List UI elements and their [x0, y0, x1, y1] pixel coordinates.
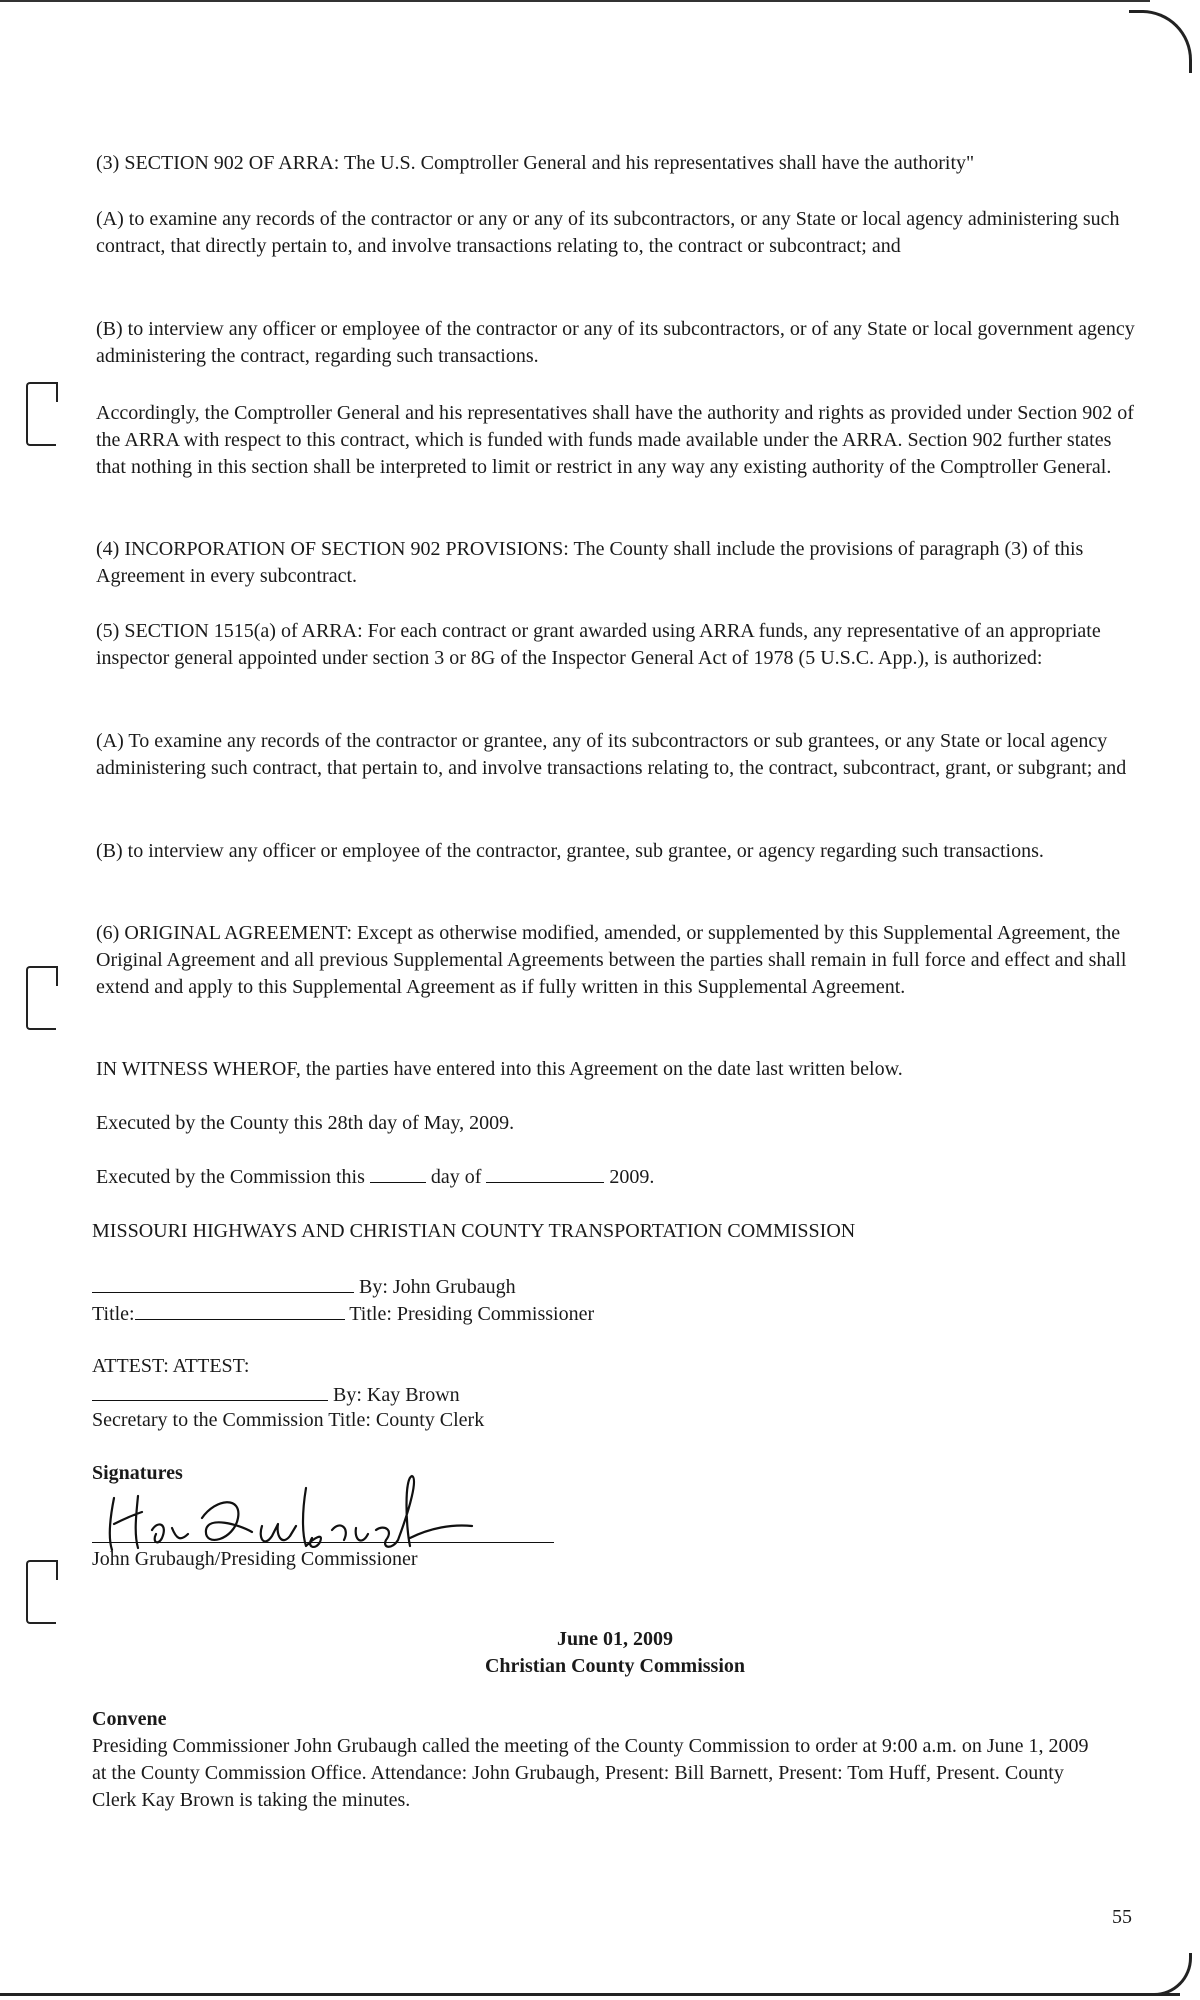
- paragraph-902-b: (B) to interview any officer or employee of the contractor or any of its subcontractors, or of any State or local government agency administering the contract, regarding such transactions.: [96, 318, 1135, 367]
- title-presiding-commissioner: Title: Presiding Commissioner: [349, 1303, 595, 1325]
- paragraph-902-a: (A) to examine any records of the contractor or any or any of its subcontractors, or any State or local agency administering such contract, that directly pertain to, and involve transactions relating to, the contract or subcontract; and: [96, 208, 1120, 257]
- paragraph-in-witness: IN WITNESS WHEROF, the parties have entered into this Agreement on the date last written below.: [96, 1058, 903, 1080]
- handwritten-signature: [92, 1468, 532, 1558]
- paragraph-1515-a: (A) To examine any records of the contractor or grantee, any of its subcontractors or sub grantees, or any State or local agency administering such contract, that pertain to, and involve transactions relating to, the contract, subcontract, grant, or subgrant; and: [96, 730, 1127, 779]
- scan-edge-corner: [1129, 10, 1192, 73]
- scan-edge-bottom: [0, 1993, 1180, 1996]
- paragraph-1515-b: (B) to interview any officer or employee of the contractor, grantee, sub grantee, or agency regarding such transactions.: [96, 840, 1044, 862]
- paragraph-executed-county: Executed by the County this 28th day of May, 2009.: [96, 1112, 515, 1134]
- convene-text: Presiding Commissioner John Grubaugh called the meeting of the County Commission to order at 9:00 a.m. on June 1, 2009 at the County Commission Office. Attendance: John Grubaugh, Present: Bill Barnett, Present: Tom Huff, Present. County Clerk Kay Brown is taking the minutes.: [92, 1735, 1089, 1811]
- title-line: [92, 1299, 594, 1328]
- day-of-label: day of: [430, 1166, 482, 1188]
- paragraph-section-902: (3) SECTION 902 OF ARRA: The U.S. Comptroller General and his representatives shall have the authority": [96, 152, 975, 174]
- page-number: 55: [1112, 1906, 1132, 1928]
- signatures-heading: Signatures: [92, 1462, 183, 1484]
- minutes-date: June 01, 2009: [556, 1628, 674, 1650]
- by-john-grubaugh: By: John Grubaugh: [359, 1276, 516, 1298]
- minutes-body-name: Christian County Commission: [484, 1655, 746, 1677]
- by-kay-brown: By: Kay Brown: [333, 1384, 460, 1406]
- paragraph-accordingly: Accordingly, the Comptroller General and his representatives shall have the authority and rights as provided under Section 902 of the ARRA with respect to this contract, which is funded with funds made available under the ARRA. Section 902 further states that nothing in this section shall be interpreted to limit or restrict in any way any existing authority of the Comptroller General.: [96, 402, 1134, 478]
- scan-edge-corner-bottom: [1149, 1953, 1192, 1996]
- paragraph-original-agreement: (6) ORIGINAL AGREEMENT: Except as otherwise modified, amended, or supplemented by this Supplemental Agreement, the Original Agreement and all previous Supplemental Agreements between the parties shall remain in full force and effect and shall extend and apply to this Supplemental Agreement as if fully written in this Supplemental Agreement.: [96, 922, 1127, 998]
- signature-blank: [92, 1380, 328, 1401]
- scan-edge-top: [0, 0, 1150, 2]
- signature-line: [92, 1542, 554, 1543]
- paragraph-section-1515: (5) SECTION 1515(a) of ARRA: For each contract or grant awarded using ARRA funds, any representative of an appropriate inspector general appointed under section 3 or 8G of the Inspector General Act of 1978 (5 U.S.C. App.), is authorized:: [96, 620, 1101, 669]
- signature-blank: [92, 1272, 354, 1293]
- signature-caption: John Grubaugh/Presiding Commissioner: [92, 1548, 418, 1570]
- signature-line-by-1: [92, 1272, 516, 1301]
- execution-year: 2009.: [609, 1166, 655, 1188]
- signature-line-by-2: [92, 1380, 460, 1409]
- month-blank: [486, 1162, 604, 1183]
- attest-line: ATTEST: ATTEST:: [92, 1355, 250, 1377]
- binder-mark: [26, 966, 56, 1030]
- title-label: Title:: [92, 1303, 135, 1325]
- executed-by-commission-line: [96, 1162, 654, 1191]
- executed-commission-prefix: Executed by the Commission this: [96, 1166, 365, 1188]
- binder-mark: [26, 1560, 56, 1624]
- title-blank: [135, 1299, 345, 1320]
- secretary-line: Secretary to the Commission Title: County Clerk: [92, 1409, 485, 1431]
- day-blank: [370, 1162, 426, 1183]
- parties-heading: MISSOURI HIGHWAYS AND CHRISTIAN COUNTY TRANSPORTATION COMMISSION: [92, 1220, 856, 1242]
- convene-heading: Convene: [92, 1708, 167, 1730]
- binder-mark: [26, 382, 56, 446]
- paragraph-incorporation: (4) INCORPORATION OF SECTION 902 PROVISIONS: The County shall include the provisions of paragraph (3) of this Agreement in every subcontract.: [96, 538, 1084, 587]
